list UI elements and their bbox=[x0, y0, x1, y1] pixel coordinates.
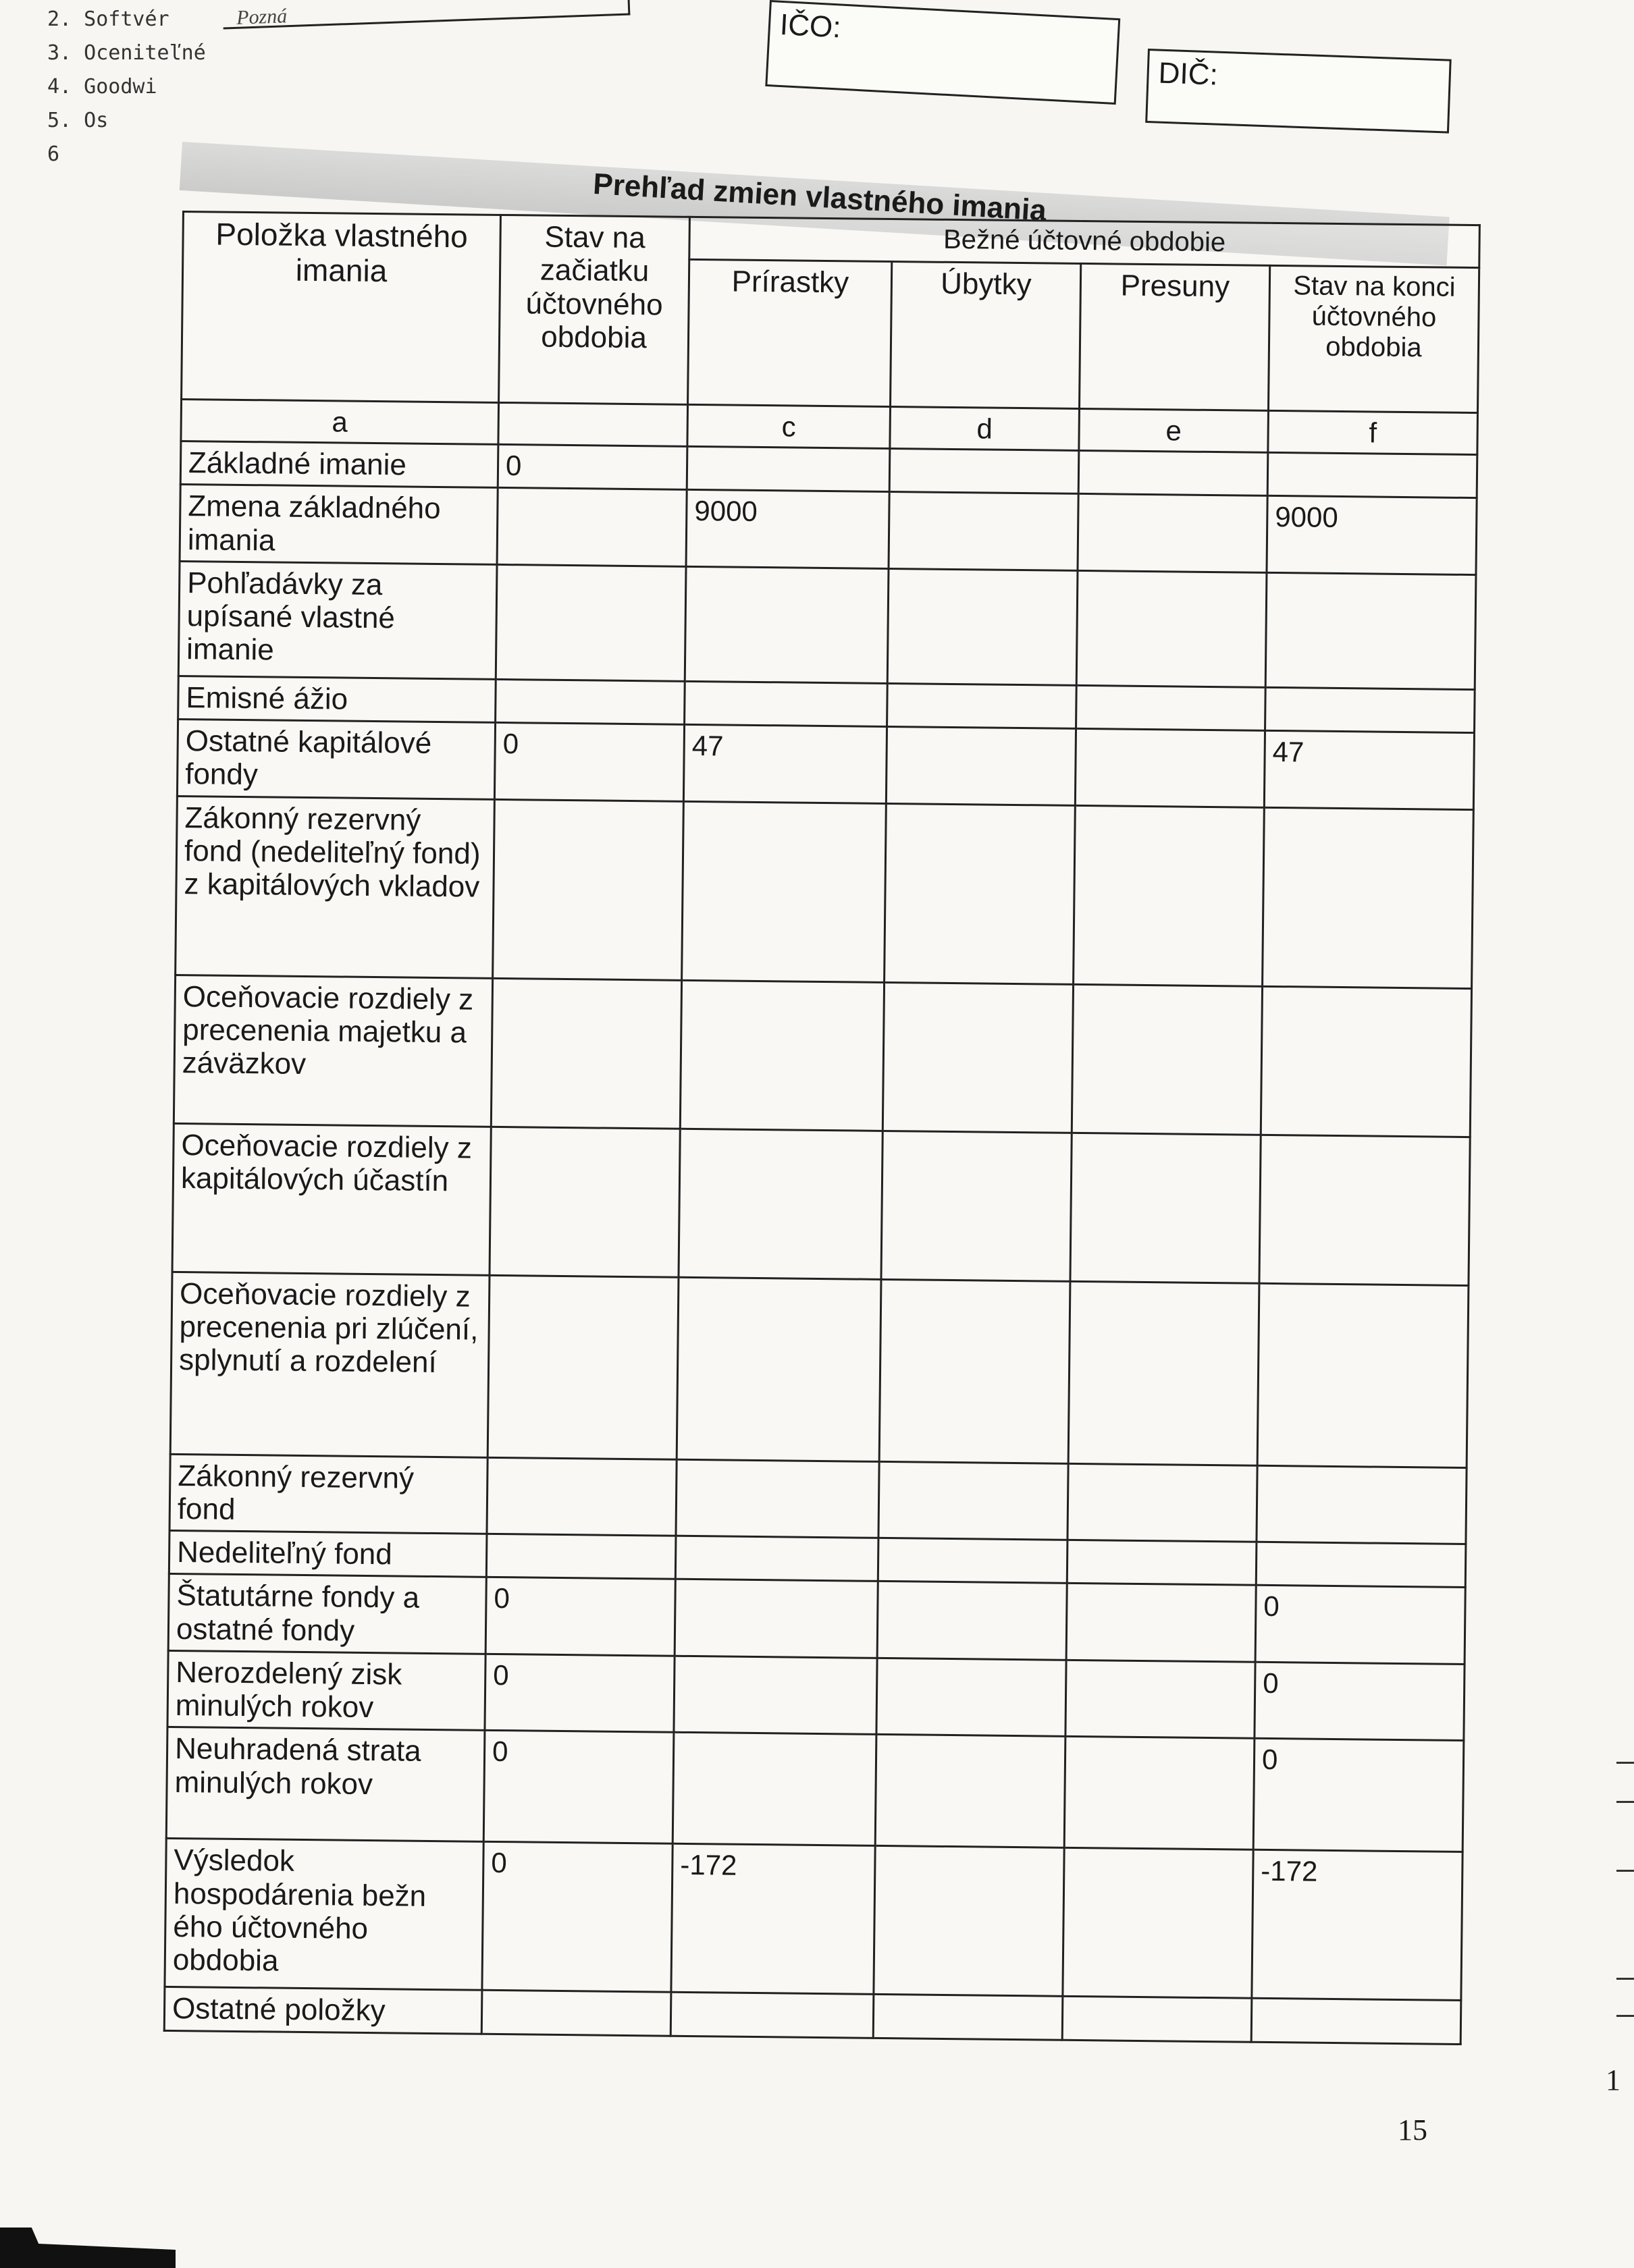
cell-end: 0 bbox=[1253, 1739, 1464, 1852]
cell-end: 9000 bbox=[1267, 496, 1477, 575]
cell-start bbox=[491, 978, 681, 1129]
cell-end bbox=[1267, 452, 1477, 498]
table-row bbox=[177, 720, 1474, 810]
cell-increases bbox=[677, 1277, 881, 1461]
cell-decreases bbox=[882, 982, 1073, 1133]
cell-start bbox=[497, 488, 687, 566]
cell-increases: 47 bbox=[683, 724, 887, 803]
header-transfers: Presuny bbox=[1080, 263, 1270, 410]
cell-start: 0 bbox=[485, 1577, 675, 1656]
list-item: 2. Softvér bbox=[47, 7, 169, 31]
cell-transfers bbox=[1068, 1463, 1257, 1542]
row-label: Oceňovacie rozdiely z precenenia pri zlúčení, splynutí a rozdelení bbox=[170, 1272, 490, 1457]
table-row bbox=[166, 1727, 1464, 1852]
row-label: Základné imanie bbox=[180, 441, 498, 488]
column-letter: f bbox=[1268, 410, 1478, 454]
cell-decreases bbox=[878, 1538, 1068, 1584]
dic-field bbox=[1145, 49, 1452, 134]
list-item: 3. Oceniteľné bbox=[47, 41, 206, 65]
cell-increases bbox=[682, 801, 887, 982]
cell-transfers bbox=[1072, 984, 1262, 1135]
cell-start bbox=[486, 1534, 676, 1579]
row-label: Emisné ážio bbox=[178, 676, 496, 722]
cell-transfers bbox=[1074, 805, 1265, 986]
cell-increases bbox=[670, 1993, 874, 2038]
cell-start bbox=[487, 1275, 679, 1459]
header-increases: Prírastky bbox=[688, 259, 892, 406]
cell-transfers bbox=[1076, 570, 1267, 687]
header-start: Stav na začiatku účtovného obdobia bbox=[499, 215, 690, 404]
column-letter: c bbox=[687, 404, 891, 448]
cell-end bbox=[1257, 1283, 1469, 1467]
row-label: Zmena základného imania bbox=[180, 485, 498, 564]
cell-increases bbox=[676, 1459, 879, 1538]
scan-shadow bbox=[0, 2228, 176, 2268]
cell-start: 0 bbox=[498, 444, 687, 489]
cell-end bbox=[1251, 1999, 1461, 2045]
header-decreases: Úbytky bbox=[891, 262, 1081, 409]
cell-increases bbox=[673, 1733, 876, 1846]
table-title: Prehľad zmien vlastného imania bbox=[592, 167, 1048, 227]
cell-decreases bbox=[887, 568, 1078, 685]
list-item: 4. Goodwi bbox=[47, 75, 157, 99]
cell-decreases bbox=[876, 1658, 1066, 1736]
cell-decreases bbox=[873, 1995, 1063, 2040]
cell-start: 0 bbox=[494, 722, 684, 801]
cell-transfers bbox=[1064, 1737, 1255, 1850]
table-row bbox=[168, 1574, 1465, 1665]
cell-start bbox=[496, 564, 686, 681]
cell-transfers bbox=[1070, 1133, 1261, 1283]
cell-decreases bbox=[886, 727, 1076, 805]
cell-end bbox=[1256, 1542, 1466, 1588]
cell-increases bbox=[674, 1656, 877, 1735]
row-label: Ostatné položky bbox=[164, 1987, 482, 2034]
list-item: 5. Os bbox=[47, 109, 109, 132]
cell-start: 0 bbox=[485, 1654, 675, 1732]
cell-start bbox=[487, 1457, 677, 1536]
cell-end: -172 bbox=[1252, 1850, 1462, 2001]
cell-end: 0 bbox=[1255, 1586, 1465, 1665]
cell-increases bbox=[685, 681, 888, 726]
table-row bbox=[170, 1272, 1469, 1467]
row-label: Nedeliteľný fond bbox=[169, 1531, 487, 1577]
row-label: Ostatné kapitálové fondy bbox=[177, 720, 495, 799]
cell-increases bbox=[679, 1129, 882, 1279]
cell-increases bbox=[680, 980, 884, 1131]
cell-decreases bbox=[887, 683, 1077, 728]
column-letter bbox=[498, 402, 688, 446]
cell-transfers bbox=[1076, 685, 1266, 730]
cell-end: 0 bbox=[1255, 1662, 1465, 1741]
cell-decreases bbox=[889, 449, 1079, 494]
cell-start bbox=[490, 1127, 680, 1277]
cell-transfers bbox=[1062, 1997, 1252, 2042]
cell-decreases bbox=[878, 1461, 1068, 1540]
equity-changes-table bbox=[163, 211, 1481, 2045]
table-row bbox=[180, 485, 1477, 575]
dic-label: DIČ: bbox=[1157, 56, 1219, 92]
list-item: 6 bbox=[47, 142, 60, 166]
cell-increases bbox=[675, 1580, 878, 1658]
cell-end bbox=[1261, 986, 1471, 1137]
column-letter: e bbox=[1079, 408, 1269, 452]
cell-transfers bbox=[1068, 1281, 1259, 1465]
row-label: Pohľadávky za upísané vlastné imanie bbox=[178, 561, 497, 679]
cell-transfers bbox=[1067, 1540, 1257, 1585]
column-letter: d bbox=[890, 406, 1080, 450]
cell-end bbox=[1265, 687, 1475, 733]
ico-field bbox=[765, 0, 1120, 105]
cell-decreases bbox=[874, 1846, 1064, 1997]
cell-start: 0 bbox=[483, 1731, 674, 1844]
cell-increases bbox=[685, 566, 889, 683]
cell-start bbox=[496, 679, 685, 724]
cell-end bbox=[1263, 807, 1474, 988]
table-row bbox=[167, 1650, 1465, 1741]
cell-decreases bbox=[889, 492, 1078, 570]
ico-label: IČO: bbox=[779, 7, 842, 45]
page-number: 15 bbox=[1398, 2113, 1427, 2146]
column-letter: a bbox=[181, 400, 499, 445]
table-row bbox=[178, 561, 1476, 689]
header-period: Bežné účtovné obdobie bbox=[689, 217, 1480, 267]
cell-start bbox=[481, 1991, 671, 2036]
cell-increases bbox=[675, 1536, 878, 1581]
row-label: Výsledok hospodárenia bežn ého účtovného obdobia bbox=[165, 1839, 483, 1991]
cell-decreases bbox=[877, 1582, 1067, 1660]
cell-decreases bbox=[875, 1735, 1065, 1848]
table-row bbox=[172, 1123, 1470, 1285]
cell-decreases bbox=[885, 803, 1076, 984]
row-label: Zákonný rezervný fond bbox=[169, 1454, 487, 1534]
cell-transfers bbox=[1063, 1848, 1253, 1999]
equity-table-wrap bbox=[163, 211, 1479, 2045]
row-label: Štatutárne fondy a ostatné fondy bbox=[168, 1574, 486, 1654]
cell-increases: -172 bbox=[671, 1844, 875, 1995]
table-row bbox=[165, 1839, 1462, 2001]
cell-start bbox=[493, 799, 684, 980]
row-label: Neuhradená strata minulých rokov bbox=[166, 1727, 485, 1842]
edge-mark: 1 bbox=[1606, 2063, 1620, 2097]
cell-decreases bbox=[881, 1131, 1072, 1281]
cell-end bbox=[1259, 1135, 1470, 1285]
cell-transfers bbox=[1065, 1660, 1255, 1738]
table-row bbox=[174, 975, 1471, 1137]
cell-transfers bbox=[1078, 450, 1268, 495]
row-label: Nerozdelený zisk minulých rokov bbox=[167, 1650, 485, 1730]
row-label: Oceňovacie rozdiely z kapitálových účastín bbox=[172, 1123, 491, 1275]
cell-transfers bbox=[1075, 728, 1265, 807]
note-fragment: Pozná bbox=[223, 0, 631, 30]
table-row bbox=[176, 796, 1474, 988]
header-item: Položka vlastného imania bbox=[182, 212, 501, 403]
cell-end bbox=[1257, 1465, 1467, 1544]
cell-increases bbox=[687, 446, 890, 491]
cell-end: 47 bbox=[1264, 730, 1474, 809]
row-label: Zákonný rezervný fond (nedeliteľný fond) z kapitálových vkladov bbox=[176, 796, 495, 978]
cell-end bbox=[1265, 572, 1476, 689]
table-row bbox=[169, 1454, 1467, 1544]
cell-transfers bbox=[1078, 494, 1267, 572]
header-end: Stav na konci účtovného obdobia bbox=[1268, 265, 1479, 412]
cell-start: 0 bbox=[482, 1842, 673, 1993]
row-label: Oceňovacie rozdiely z precenenia majetku a záväzkov bbox=[174, 975, 492, 1127]
cell-decreases bbox=[879, 1279, 1070, 1463]
cell-increases: 9000 bbox=[686, 490, 889, 569]
cell-transfers bbox=[1066, 1584, 1256, 1662]
